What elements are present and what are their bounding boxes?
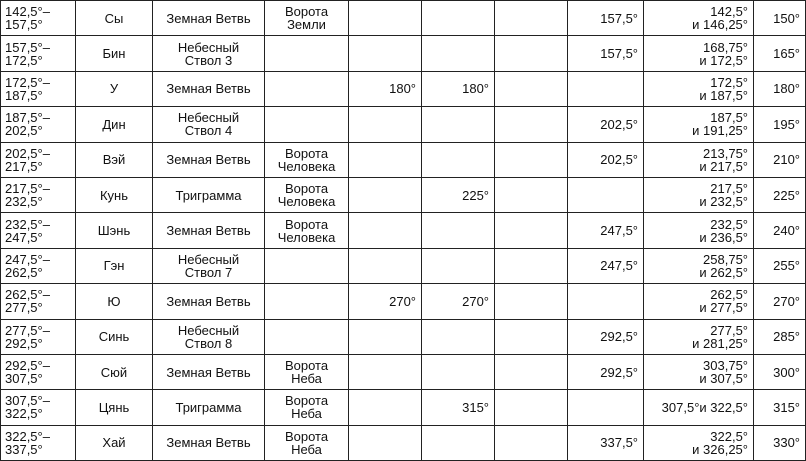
cell-type: [153, 142, 265, 177]
cell-col6: [422, 213, 495, 248]
cell-col10-text: 285°: [773, 329, 800, 345]
table-row: [1, 142, 806, 177]
cell-gate: [265, 71, 349, 106]
cell-col8: [568, 142, 644, 177]
cell-gate: [265, 177, 349, 212]
cell-col8-text: 337,5°: [600, 435, 638, 451]
cell-col7: [495, 142, 568, 177]
cell-type: [153, 36, 265, 71]
cell-type: [153, 284, 265, 319]
cell-col8: [568, 425, 644, 460]
cell-name: [76, 1, 153, 36]
cell-type-text: Триграмма: [175, 187, 242, 203]
cell-col10: [754, 319, 806, 354]
cell-col9-text: 262,5° и 277,5°: [699, 287, 748, 316]
cell-name-text: Дин: [102, 116, 126, 132]
cell-col10: [754, 1, 806, 36]
cell-gate: [265, 142, 349, 177]
cell-col10-text: 165°: [773, 46, 800, 62]
cell-name-text: Бин: [102, 46, 126, 62]
table-row: [1, 1, 806, 36]
cell-range: [1, 71, 76, 106]
cell-col10-text: 180°: [773, 81, 800, 97]
table-row: [1, 213, 806, 248]
cell-col7: [495, 213, 568, 248]
table-body: [1, 1, 806, 461]
cell-gate: [265, 248, 349, 283]
cell-name-text: У: [109, 81, 119, 97]
cell-col6: [422, 177, 495, 212]
cell-range-text: 247,5°– 262,5°: [5, 251, 50, 280]
cell-col10-text: 255°: [773, 258, 800, 274]
cell-col10-text: 240°: [773, 223, 800, 239]
cell-col7: [495, 36, 568, 71]
cell-col8-text: 292,5°: [600, 364, 638, 380]
cell-col8: [568, 390, 644, 425]
cell-type-text: Небесный Ствол 7: [177, 251, 240, 280]
cell-col5: [349, 1, 422, 36]
cell-col8: [568, 284, 644, 319]
cell-name-text: Синь: [98, 329, 130, 345]
cell-col9: [644, 319, 754, 354]
cell-type: [153, 213, 265, 248]
cell-col9: [644, 71, 754, 106]
table-row: [1, 71, 806, 106]
cell-col10: [754, 213, 806, 248]
cell-type-text: Земная Ветвь: [166, 293, 251, 309]
cell-col6: [422, 354, 495, 389]
cell-gate: [265, 1, 349, 36]
cell-col9: [644, 213, 754, 248]
cell-col9: [644, 354, 754, 389]
cell-range: [1, 107, 76, 142]
cell-col5: [349, 71, 422, 106]
cell-col8: [568, 36, 644, 71]
cell-col9: [644, 1, 754, 36]
cell-col6: [422, 390, 495, 425]
cell-type-text: Небесный Ствол 4: [177, 110, 240, 139]
cell-col7: [495, 425, 568, 460]
cell-col7: [495, 71, 568, 106]
cell-col7: [495, 390, 568, 425]
cell-type-text: Земная Ветвь: [166, 81, 251, 97]
cell-col9: [644, 107, 754, 142]
cell-col9-text: 277,5° и 281,25°: [692, 322, 748, 351]
cell-col6: [422, 425, 495, 460]
cell-name: [76, 390, 153, 425]
cell-col10-text: 300°: [773, 364, 800, 380]
cell-col7: [495, 107, 568, 142]
cell-col10-text: 150°: [773, 10, 800, 26]
cell-col8-text: 202,5°: [600, 116, 638, 132]
cell-col9-text: 232,5° и 236,5°: [699, 216, 748, 245]
cell-gate-text: Ворота Человека: [277, 216, 336, 245]
cell-col5-text: 270°: [389, 293, 416, 309]
cell-col5: [349, 248, 422, 283]
cell-col8-text: 157,5°: [600, 46, 638, 62]
cell-col7: [495, 248, 568, 283]
cell-range: [1, 425, 76, 460]
cell-col7: [495, 319, 568, 354]
cell-col6: [422, 107, 495, 142]
cell-type-text: Триграмма: [175, 399, 242, 415]
cell-col10: [754, 390, 806, 425]
cell-col6: [422, 1, 495, 36]
cell-type: [153, 354, 265, 389]
table-row: [1, 390, 806, 425]
cell-type-text: Небесный Ствол 8: [177, 322, 240, 351]
cell-range-text: 157,5°– 172,5°: [5, 39, 50, 68]
cell-col9-text: 322,5° и 326,25°: [692, 428, 748, 457]
cell-range: [1, 213, 76, 248]
cell-range-text: 142,5°– 157,5°: [5, 4, 50, 33]
cell-type: [153, 248, 265, 283]
cell-range: [1, 142, 76, 177]
cell-type: [153, 177, 265, 212]
cell-col9: [644, 248, 754, 283]
cell-col10: [754, 354, 806, 389]
cell-col5: [349, 213, 422, 248]
cell-col9-text: 213,75° и 217,5°: [699, 145, 748, 174]
cell-col10: [754, 248, 806, 283]
cell-range: [1, 248, 76, 283]
cell-col8-text: 292,5°: [600, 329, 638, 345]
cell-type-text: Земная Ветвь: [166, 223, 251, 239]
cell-col9: [644, 284, 754, 319]
cell-range-text: 307,5°– 322,5°: [5, 393, 50, 422]
cell-col5-text: 180°: [389, 81, 416, 97]
cell-col7: [495, 354, 568, 389]
cell-gate-text: Ворота Земли: [284, 4, 329, 33]
cell-type-text: Земная Ветвь: [166, 364, 251, 380]
cell-gate: [265, 284, 349, 319]
cell-col7: [495, 1, 568, 36]
cell-type-text: Небесный Ствол 3: [177, 39, 240, 68]
cell-col8: [568, 1, 644, 36]
cell-col9-text: 307,5°и 322,5°: [661, 399, 748, 415]
cell-col8-text: 247,5°: [600, 258, 638, 274]
cell-name: [76, 319, 153, 354]
cell-type-text: Земная Ветвь: [166, 435, 251, 451]
cell-name: [76, 354, 153, 389]
cell-gate: [265, 390, 349, 425]
cell-col9-text: 187,5° и 191,25°: [692, 110, 748, 139]
cell-col6-text: 315°: [462, 399, 489, 415]
cell-col5: [349, 36, 422, 71]
cell-name: [76, 107, 153, 142]
cell-name-text: Гэн: [103, 258, 125, 274]
cell-name: [76, 142, 153, 177]
cell-col6: [422, 284, 495, 319]
cell-col10: [754, 177, 806, 212]
cell-col5: [349, 107, 422, 142]
cell-col5: [349, 319, 422, 354]
cell-gate: [265, 107, 349, 142]
cell-range-text: 262,5°– 277,5°: [5, 287, 50, 316]
cell-name: [76, 425, 153, 460]
cell-col10-text: 210°: [773, 152, 800, 168]
cell-col9-text: 303,75° и 307,5°: [699, 358, 748, 387]
cell-name: [76, 248, 153, 283]
cell-col9-text: 258,75° и 262,5°: [699, 251, 748, 280]
cell-name-text: Вэй: [102, 152, 126, 168]
cell-type-text: Земная Ветвь: [166, 10, 251, 26]
cell-gate: [265, 36, 349, 71]
cell-col7: [495, 284, 568, 319]
cell-range-text: 232,5°– 247,5°: [5, 216, 50, 245]
cell-range: [1, 177, 76, 212]
cell-gate: [265, 319, 349, 354]
cell-range: [1, 354, 76, 389]
cell-name-text: Ю: [107, 293, 121, 309]
cell-type: [153, 71, 265, 106]
cell-col9: [644, 36, 754, 71]
cell-col9-text: 217,5° и 232,5°: [699, 181, 748, 210]
table-row: [1, 107, 806, 142]
cell-col9: [644, 177, 754, 212]
table-row: [1, 248, 806, 283]
cell-col8: [568, 71, 644, 106]
cell-range-text: 322,5°– 337,5°: [5, 428, 50, 457]
cell-col9-text: 142,5° и 146,25°: [692, 4, 748, 33]
cell-col10: [754, 142, 806, 177]
cell-gate-text: Ворота Человека: [277, 145, 336, 174]
cell-name-text: Сы: [104, 10, 124, 26]
cell-col8: [568, 354, 644, 389]
cell-col10: [754, 284, 806, 319]
cell-col9: [644, 425, 754, 460]
cell-col6: [422, 142, 495, 177]
table-row: [1, 284, 806, 319]
table-row: [1, 354, 806, 389]
table-row: [1, 425, 806, 460]
cell-col10: [754, 36, 806, 71]
cell-range: [1, 284, 76, 319]
cell-col10-text: 330°: [773, 435, 800, 451]
cell-col6: [422, 319, 495, 354]
cell-range: [1, 36, 76, 71]
cell-col10-text: 315°: [773, 399, 800, 415]
cell-type: [153, 425, 265, 460]
cell-type-text: Земная Ветвь: [166, 152, 251, 168]
cell-name: [76, 36, 153, 71]
cell-gate: [265, 354, 349, 389]
cell-name-text: Шэнь: [97, 223, 131, 239]
cell-gate: [265, 425, 349, 460]
cell-col8: [568, 177, 644, 212]
cell-name-text: Кунь: [99, 187, 129, 203]
cell-name: [76, 213, 153, 248]
cell-col6: [422, 36, 495, 71]
table-row: [1, 319, 806, 354]
cell-col6: [422, 248, 495, 283]
cell-col6-text: 180°: [462, 81, 489, 97]
cell-range: [1, 390, 76, 425]
cell-col8: [568, 248, 644, 283]
cell-col5: [349, 142, 422, 177]
cell-col10-text: 270°: [773, 293, 800, 309]
cell-name-text: Сюй: [100, 364, 128, 380]
cell-range-text: 172,5°– 187,5°: [5, 74, 50, 103]
cell-type: [153, 319, 265, 354]
cell-range-text: 202,5°– 217,5°: [5, 145, 50, 174]
cell-col10: [754, 425, 806, 460]
cell-gate-text: Ворота Неба: [284, 393, 329, 422]
cell-type: [153, 107, 265, 142]
cell-range: [1, 1, 76, 36]
cell-col10-text: 225°: [773, 187, 800, 203]
cell-type: [153, 1, 265, 36]
cell-col8: [568, 213, 644, 248]
cell-col9-text: 172,5° и 187,5°: [699, 74, 748, 103]
cell-name: [76, 71, 153, 106]
cell-gate-text: Ворота Неба: [284, 428, 329, 457]
table-row: [1, 36, 806, 71]
cell-col5: [349, 390, 422, 425]
cell-col5: [349, 354, 422, 389]
cell-name-text: Цянь: [98, 399, 130, 415]
cell-col9: [644, 390, 754, 425]
cell-range-text: 187,5°– 202,5°: [5, 110, 50, 139]
cell-range-text: 292,5°– 307,5°: [5, 358, 50, 387]
cell-col7: [495, 177, 568, 212]
cell-col8: [568, 319, 644, 354]
cell-col5: [349, 425, 422, 460]
cell-col8-text: 157,5°: [600, 10, 638, 26]
cell-col9: [644, 142, 754, 177]
cell-gate: [265, 213, 349, 248]
cell-col9-text: 168,75° и 172,5°: [699, 39, 748, 68]
cell-col8: [568, 107, 644, 142]
cell-col10: [754, 107, 806, 142]
cell-gate-text: Ворота Неба: [284, 358, 329, 387]
cell-range: [1, 319, 76, 354]
cell-col6-text: 270°: [462, 293, 489, 309]
cell-col8-text: 202,5°: [600, 152, 638, 168]
cell-col5: [349, 177, 422, 212]
cell-name: [76, 284, 153, 319]
cell-gate-text: Ворота Человека: [277, 181, 336, 210]
table-row: [1, 177, 806, 212]
cell-col5: [349, 284, 422, 319]
cell-col8-text: 247,5°: [600, 223, 638, 239]
cell-col6-text: 225°: [462, 187, 489, 203]
cell-col10: [754, 71, 806, 106]
cell-range-text: 217,5°– 232,5°: [5, 181, 50, 210]
cell-col10-text: 195°: [773, 116, 800, 132]
cell-name-text: Хай: [102, 435, 126, 451]
cell-type: [153, 390, 265, 425]
cell-col6: [422, 71, 495, 106]
cell-name: [76, 177, 153, 212]
cell-range-text: 277,5°– 292,5°: [5, 322, 50, 351]
